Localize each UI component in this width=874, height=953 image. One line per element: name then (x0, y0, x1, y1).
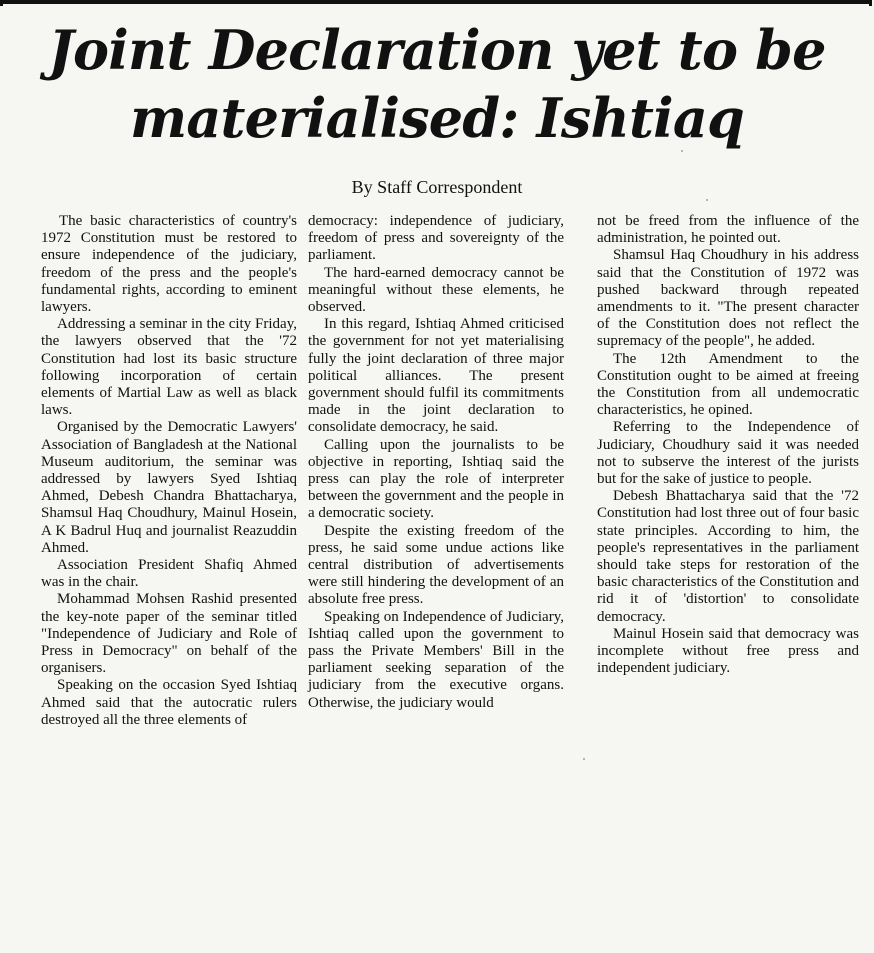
article-paragraph: Speaking on Independence of Judiciary, Ishtiaq called upon the government to pass the Private Members' Bill in the parliament seeking separation of the judiciary from the executive organs. Otherwise, the judiciary would (308, 608, 564, 711)
article-paragraph: Addressing a seminar in the city Friday, the lawyers observed that the '72 Constitution had lost its basic structure following incorporation of certain elements of Martial Law as well as black laws. (41, 316, 297, 419)
article-paragraph: Despite the existing freedom of the press, he said some undue actions like central distribution of advertisements were still hindering the development of an absolute free press. (308, 522, 564, 608)
headline (0, 16, 874, 152)
article-paragraph: The 12th Amendment to the Constitution ought to be aimed at freeing the Constitution from all undemocratic characteristics, he opined. (597, 350, 859, 419)
article-column-1 (41, 213, 297, 729)
headline-line-1: Joint Declaration yet to be (48, 18, 826, 82)
byline: By Staff Correspondent (351, 177, 523, 197)
article-paragraph: In this regard, Ishtiaq Ahmed criticised the government for not yet materialising fully the joint declaration of three major political alliances. The present government should fulfil its commitments made in the joint declaration to consolidate democracy, he said. (308, 316, 564, 436)
scan-speck (706, 199, 708, 201)
article-paragraph: Mohammad Mohsen Rashid presented the key-note paper of the seminar titled "Independence of Judiciary and Role of Press in Democracy" on behalf of the organisers. (41, 591, 297, 677)
article-column-2 (308, 213, 564, 712)
clipping-border (0, 0, 872, 6)
article-paragraph: Organised by the Democratic Lawyers' Association of Bangladesh at the National Museum auditorium, the seminar was addressed by lawyers Syed Ishtiaq Ahmed, Debesh Chandra Bhattacharya, Shamsul Haq Choudhury, Mainul Hosein, A K Badrul Huq and journalist Reazuddin Ahmed. (41, 419, 297, 556)
article-paragraph: Referring to the Independence of Judiciary, Choudhury said it was needed not to subserve the interest of the jurists but for the sake of justice to people. (597, 419, 859, 488)
article-paragraph: Mainul Hosein said that democracy was incomplete without free press and independent judiciary. (597, 625, 859, 677)
article-paragraph: not be freed from the influence of the administration, he pointed out. (597, 213, 859, 247)
headline-line-2: materialised: Ishtiaq (130, 86, 744, 150)
article-paragraph: Speaking on the occasion Syed Ishtiaq Ahmed said that the autocratic rulers destroyed all the three elements of (41, 677, 297, 728)
scan-speck (681, 150, 683, 152)
article-paragraph: Association President Shafiq Ahmed was in the chair. (41, 557, 297, 591)
article-paragraph: Debesh Bhattacharya said that the '72 Constitution had lost three out of four basic state principles. According to him, the people's representatives in the parliament should take steps for restoration of the basic characteristics of the Constitution and rid it of 'distortion' to consolidate democracy. (597, 488, 860, 625)
article-paragraph: The hard-earned democracy cannot be meaningful without these elements, he observed. (308, 264, 564, 316)
scan-speck (583, 758, 585, 760)
article-paragraph: Calling upon the journalists to be objective in reporting, Ishtiaq said the press can play the role of interpreter between the government and the people in a democratic society. (308, 436, 564, 522)
article-column-3 (597, 213, 859, 677)
article-paragraph: democracy: independence of judiciary, freedom of press and sovereignty of the parliament. (308, 213, 564, 264)
article-paragraph: Shamsul Haq Choudhury in his address said that the Constitution of 1972 was pushed backward through repeated amendments to it. "The present character of the Constitution does not reflect the supremacy of the people", he added. (597, 247, 859, 350)
article-paragraph: The basic characteristics of country's 1972 Constitution must be restored to ensure independence of the judiciary, freedom of the press and the people's fundamental rights, according to eminent lawyers. (41, 213, 297, 316)
